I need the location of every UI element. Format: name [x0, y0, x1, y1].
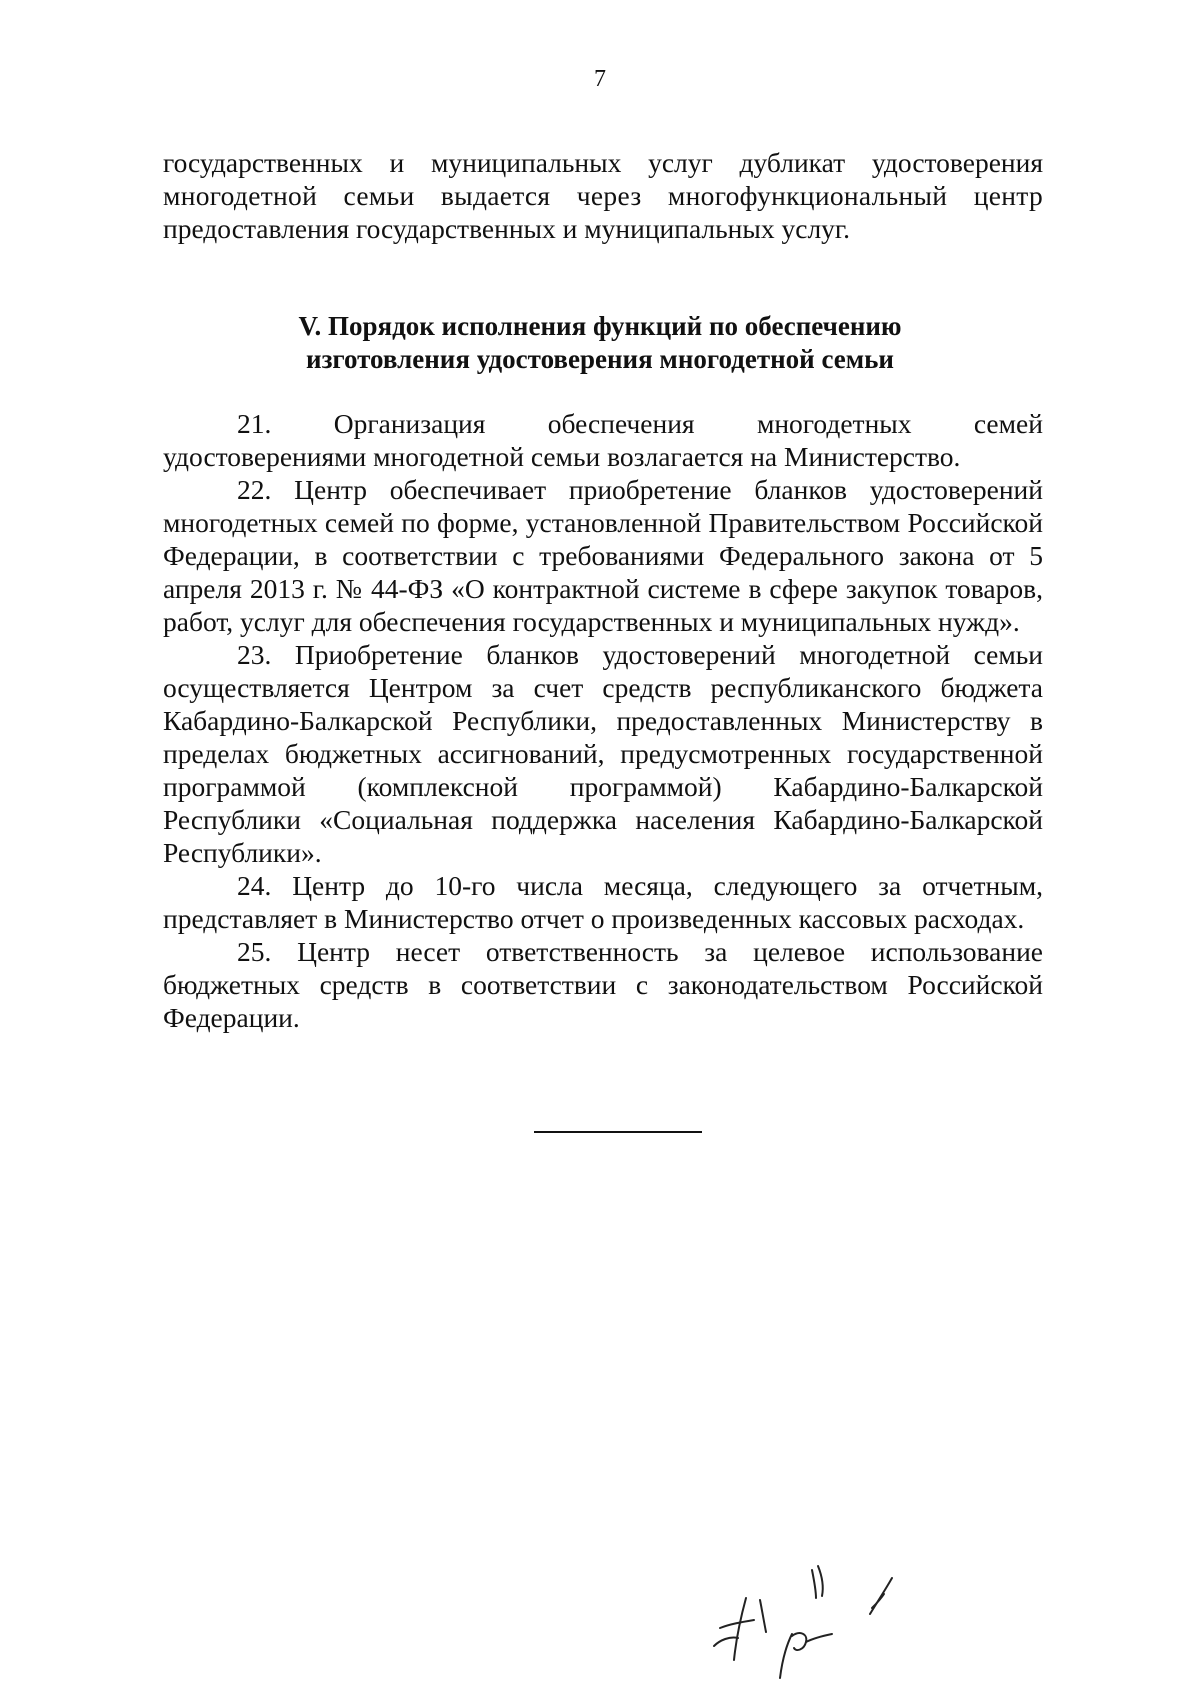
section-title-line-2: изготовления удостоверения многодетной семьи [306, 344, 894, 374]
intro-word: многофункциональный [667, 180, 948, 211]
intro-paragraph [163, 146, 1043, 245]
paragraph-21-line-1 [163, 407, 1043, 440]
signature-image [700, 1550, 960, 1680]
section-title-line-1: V. Порядок исполнения функций по обеспечению [298, 311, 902, 341]
section-title [0, 310, 1200, 376]
paragraph-22: 22. Центр обеспечивает приобретение бланков удостоверений многодетных семей по форме, установленной Правительством Российской Федерации, в соответствии с требованиями Федерального закона от 5 апреля 2013 г. № 44-ФЗ «О контрактной системе в сфере закупок товаров, работ, услуг для обеспечения государственных и муниципальных нужд». [163, 474, 1043, 637]
intro-word: многодетной [163, 180, 318, 211]
intro-word: и [389, 147, 405, 178]
intro-word: дубликат [739, 147, 846, 178]
end-divider [534, 1131, 702, 1133]
p21-word: Организация [333, 408, 486, 439]
intro-word: центр [973, 180, 1043, 211]
intro-word: семьи [343, 180, 415, 211]
paragraph-25: 25. Центр несет ответственность за целевое использование бюджетных средств в соответствии с законодательством Российской Федерации. [163, 936, 1043, 1033]
intro-line-3: предоставления государственных и муниципальных услуг. [163, 213, 850, 244]
intro-word: услуг [648, 147, 713, 178]
paragraph-24: 24. Центр до 10-го числа месяца, следующего за отчетным, представляет в Министерство отчет о произведенных кассовых расходах. [163, 870, 1043, 934]
intro-word: выдается [440, 180, 551, 211]
paragraph-21-line-2: удостоверениями многодетной семьи возлагается на Министерство. [163, 441, 961, 472]
p21-word: семей [973, 408, 1043, 439]
p21-word: 21. [237, 408, 272, 439]
p21-word: многодетных [756, 408, 912, 439]
section-body [163, 407, 1043, 1034]
paragraph-21 [163, 407, 1043, 473]
paragraph-23: 23. Приобретение бланков удостоверений многодетной семьи осуществляется Центром за счет средств республиканского бюджета Кабардино-Балкарской Республики, предоставленных Министерству в пределах бюджетных ассигнований, предусмотренных государственной программой (комплексной программой) Кабардино-Балкарской Республики «Социальная поддержка населения Кабардино-Балкарской Республики». [163, 639, 1043, 868]
intro-word: через [576, 180, 642, 211]
intro-word: государственных [163, 147, 363, 178]
intro-word: муниципальных [430, 147, 622, 178]
page-number: 7 [594, 66, 606, 92]
intro-line-2 [163, 179, 1043, 212]
intro-word: удостоверения [871, 147, 1043, 178]
intro-line-1 [163, 146, 1043, 179]
p21-word: обеспечения [547, 408, 695, 439]
